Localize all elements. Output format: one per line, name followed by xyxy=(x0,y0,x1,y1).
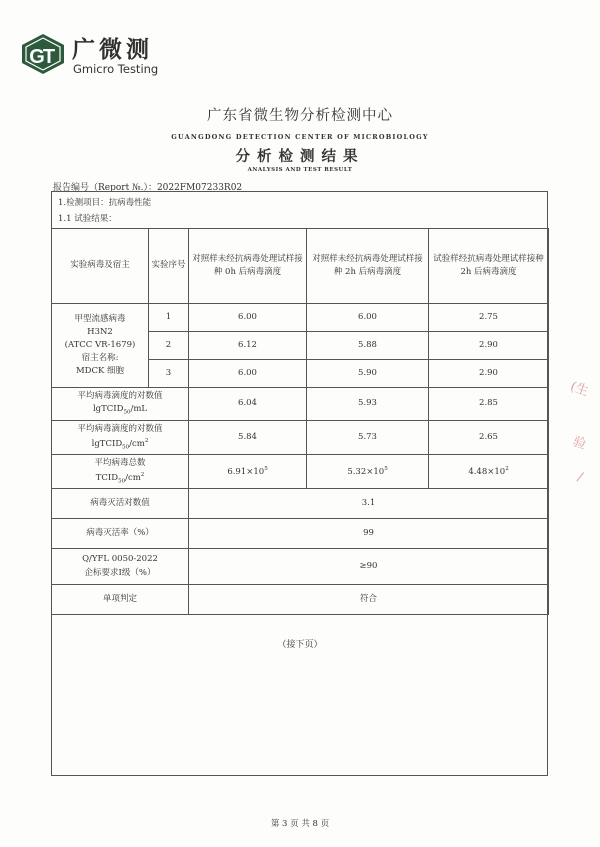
header-seq: 实验序号 xyxy=(149,229,189,304)
table-row xyxy=(52,304,549,332)
brand-name-cn: 广微测 xyxy=(72,37,153,63)
table-row-avg-cm xyxy=(52,421,549,455)
seq-cell: 3 xyxy=(149,360,189,388)
value-cell: 5.88 xyxy=(307,332,429,360)
value-cell: 5.84 xyxy=(189,421,307,455)
results-table xyxy=(51,228,549,615)
value-cell: 6.00 xyxy=(307,304,429,332)
virus-atcc: (ATCC VR-1679) xyxy=(64,339,136,350)
gt-logo-icon xyxy=(20,33,66,75)
value-cell: 6.12 xyxy=(189,332,307,360)
host-label: 宿主名称: xyxy=(81,353,119,364)
virus-strain: H3N2 xyxy=(87,326,113,337)
value-cell: $6.91\times 10^5$ xyxy=(189,455,307,489)
log-reduction-label: 病毒灭活对数值 xyxy=(52,489,189,519)
header-ctrl-0h: 对照样未经抗病毒处理试样接种 0h 后病毒滴度 xyxy=(189,229,307,304)
svg-text:T: T xyxy=(42,46,56,68)
brand-name-en: Gmicro Testing xyxy=(73,62,159,76)
results-heading: 1.1 试验结果： xyxy=(58,214,117,224)
value-cell: 6.04 xyxy=(189,388,307,421)
verdict-value: 符合 xyxy=(189,585,549,615)
svg-text:G: G xyxy=(29,46,45,68)
value-cell: 2.85 xyxy=(429,388,549,421)
org-name-cn: 广东省微生物分析检测中心 xyxy=(207,108,393,124)
standard-label: Q/YFL 0050-2022 企标要求Ⅰ级（%） xyxy=(52,549,189,585)
org-name-en: GUANGDONG DETECTION CENTER OF MICROBIOLOGY xyxy=(171,133,429,141)
stamp-fragment: 验 xyxy=(570,434,588,453)
inactivation-label: 病毒灭活率（%） xyxy=(52,519,189,549)
doc-title-cn: 分析检测结果 xyxy=(235,148,365,165)
value-cell: 2.65 xyxy=(429,421,549,455)
value-cell: 2.90 xyxy=(429,332,549,360)
stamp-fragment: / xyxy=(575,469,585,486)
value-cell: $4.48\times 10^2$ xyxy=(429,455,549,489)
header-virus: 实验病毒及宿主 xyxy=(52,229,149,304)
page-number: 第 3 页 共 8 页 xyxy=(270,819,330,829)
value-cell: 5.73 xyxy=(307,421,429,455)
doc-title-en: ANALYSIS AND TEST RESULT xyxy=(247,167,353,173)
value-cell: 2.75 xyxy=(429,304,549,332)
header-test-2h: 试验样经抗病毒处理试样接种 2h 后病毒滴度 xyxy=(429,229,549,304)
seq-cell: 1 xyxy=(149,304,189,332)
seq-cell: 2 xyxy=(149,332,189,360)
value-cell: 5.90 xyxy=(307,360,429,388)
total-label: 平均病毒总数 $TCID_{50}/cm^2$ xyxy=(52,455,189,489)
table-row-log-reduction xyxy=(52,489,549,519)
header-ctrl-2h: 对照样未经抗病毒处理试样接种 2h 后病毒滴度 xyxy=(307,229,429,304)
log-reduction-value: 3.1 xyxy=(189,489,549,519)
value-cell: $5.32\times 10^5$ xyxy=(307,455,429,489)
report-number: 报告编号（Report №.）：2022FM07233R02 xyxy=(53,183,243,193)
value-cell: 6.00 xyxy=(189,304,307,332)
test-item: 1.检测项目：抗病毒性能 xyxy=(58,198,152,208)
table-row-total xyxy=(52,455,549,489)
table-header-row xyxy=(52,229,549,304)
table-row-avg-ml xyxy=(52,388,549,421)
value-cell: 5.93 xyxy=(307,388,429,421)
value-cell: 2.90 xyxy=(429,360,549,388)
virus-info-cell xyxy=(52,304,149,388)
table-row-standard xyxy=(52,549,549,585)
continued-note: （接下页） xyxy=(277,640,323,650)
stamp-fragment: (生 xyxy=(568,379,591,400)
standard-value: ≥90 xyxy=(189,549,549,585)
avg-cm-label: 平均病毒滴度的对数值 $lgTCID_{50}/cm^2$ xyxy=(52,421,189,455)
table-row-inactivation xyxy=(52,519,549,549)
value-cell: 6.00 xyxy=(189,360,307,388)
verdict-label: 单项判定 xyxy=(52,585,189,615)
inactivation-value: 99 xyxy=(189,519,549,549)
avg-ml-label: 平均病毒滴度的对数值 lgTCID$_{50}$/mL xyxy=(52,388,189,421)
virus-name: 甲型流感病毒 xyxy=(74,313,126,324)
host-name: MDCK 细胞 xyxy=(75,366,125,377)
table-row-verdict xyxy=(52,585,549,615)
